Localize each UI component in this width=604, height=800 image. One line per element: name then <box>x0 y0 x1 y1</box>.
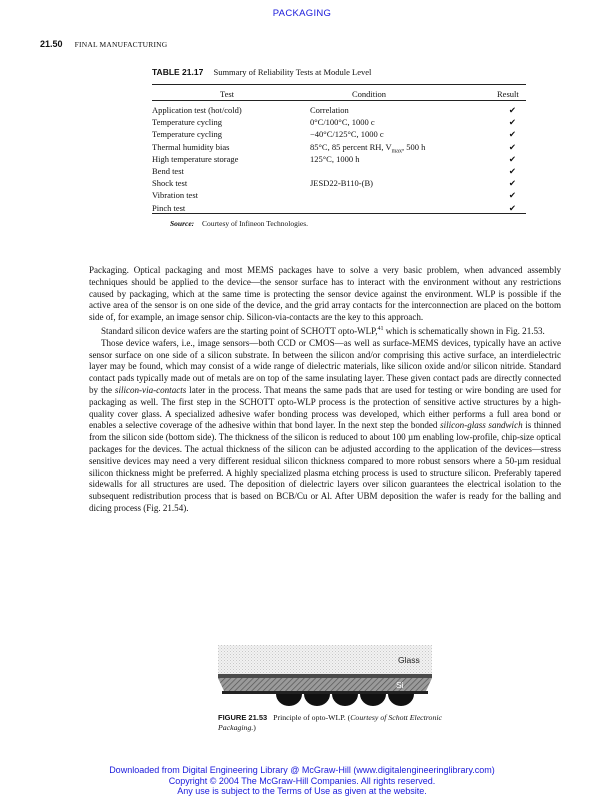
test-cell: Vibration test <box>152 190 198 201</box>
p3-text-b: later in the process. That means the same pads that are used for testing or wire bonding are used for packaging as well. The first step in the SCHOTT opto-WLP process is the protection of sensitive active structures by a high-quality cover glass. A specialized adhesive wafer bonding process was developed, which either performs a full area bond or enables a selective coverage of the adhesive within that bond layer. In the next step the bonded <box>89 384 561 431</box>
footer-line-download[interactable]: Downloaded from Digital Engineering Library @ McGraw-Hill (www.digitalengineeringlibrary.com) <box>109 765 495 775</box>
caption-text: Principle of opto-WLP. ( <box>273 713 351 722</box>
table-row <box>152 128 526 140</box>
col-header-condition: Condition <box>352 89 387 99</box>
condition-cell: Correlation <box>310 105 349 115</box>
paragraph-standard-wafers <box>89 324 561 338</box>
caption-credit: Courtesy of Schott Electronic Packaging. <box>218 713 442 732</box>
test-cell: Application test (hot/cold) <box>152 105 242 115</box>
source-text: Courtesy of Infineon Technologies. <box>202 219 309 228</box>
test-cell: Shock test <box>152 178 188 189</box>
result-check-icon: ✔ <box>508 117 516 128</box>
condition-subscript: max <box>391 148 402 155</box>
condition-text-end: , 500 h <box>401 141 426 152</box>
running-header <box>40 39 167 49</box>
table-header-rule <box>152 100 526 101</box>
condition-cell: 0°C/100°C, 1000 c <box>310 117 375 128</box>
download-footer <box>0 765 604 797</box>
table-row <box>152 104 526 116</box>
table-body <box>152 104 526 214</box>
p3-text-c: is thinned from the silicon side (bottom side). The thickness of the silicon is reduced to about 100 µm enabling low-profile, chip-size optical packages for the devices. The actual thickness of the silicon can be adjusted according to the application of the devices—stress sensitive devices may need a very different residual silicon thickness compared to more robust sensors where a 50-µm residual silicon thickness might be preferred. A highly specialized plasma etching process is used to structure silicon. Preferably tapered sidewalls for all structures are used. The deposition of dielectric layers over silicon guarantees the electrical isolation to the subsequent redistribution process that is based on BCB/Cu or Al. After UBM deposition the wafer is ready for the balling and dicing process (Fig. 21.54). <box>89 420 561 513</box>
table-row <box>152 189 526 201</box>
result-check-icon: ✔ <box>508 165 516 176</box>
table-row <box>152 202 526 214</box>
redistribution-layer <box>222 691 428 694</box>
solder-ball <box>304 694 330 706</box>
reference-superscript: 41 <box>377 325 384 332</box>
table-caption: Summary of Reliability Tests at Module Level <box>213 67 372 77</box>
source-label: Source: <box>170 219 195 228</box>
table-bottom-rule <box>152 213 526 214</box>
solder-ball <box>276 694 302 706</box>
solder-ball <box>360 694 386 706</box>
table-label: TABLE 21.17 <box>152 67 204 77</box>
condition-cell: JESD22-B110-(B) <box>310 178 373 189</box>
table-source-note <box>170 219 308 228</box>
figure-opto-wlp <box>218 645 432 712</box>
glass-label: Glass <box>398 655 420 665</box>
footer-line-terms[interactable]: Any use is subject to the Terms of Use as given at the website. <box>177 786 427 796</box>
table-row <box>152 165 526 177</box>
result-check-icon: ✔ <box>508 129 516 140</box>
table-row <box>152 153 526 165</box>
footer-line-copyright: Copyright © 2004 The McGraw-Hill Companies. All rights reserved. <box>168 775 436 786</box>
section-header-tag: PACKAGING <box>272 8 332 19</box>
test-cell: Bend test <box>152 165 184 176</box>
col-header-result: Result <box>497 89 519 99</box>
figure-caption <box>218 713 476 733</box>
condition-cell: −40°C/125°C, 1000 c <box>310 129 384 140</box>
p2-text-end: which is schematically shown in Fig. 21.53. <box>383 326 545 336</box>
opto-wlp-diagram <box>218 645 432 707</box>
adhesive-layer <box>218 674 432 678</box>
running-section-title: FINAL MANUFACTURING <box>74 40 168 49</box>
solder-ball <box>388 694 414 706</box>
paragraph-device-wafers <box>89 338 561 515</box>
table-row <box>152 141 526 153</box>
table-title <box>152 67 371 77</box>
paragraph-packaging: Packaging. Optical packaging and most MEMS packages have to solve a very basic problem, when advanced assembly techniques should be applied to the device—the sensor surface has to interact with the environment without any restrictions caused by packaging, which at the same time is protecting the sensor device against the environment. WLP is possible if the active area of the sensor is on one side of the device, and the grid array contacts for the interconnection are placed on the bottom side of, for example, an image sensor chip. Silicon-via-contacts are the key to this approach. <box>89 265 561 323</box>
condition-text: 85°C, 85 percent RH, V <box>310 141 392 152</box>
col-header-test: Test <box>220 89 235 99</box>
result-check-icon: ✔ <box>508 178 516 189</box>
table-top-rule <box>152 84 526 85</box>
test-cell: Pinch test <box>152 202 186 213</box>
result-check-icon: ✔ <box>508 141 516 152</box>
result-check-icon: ✔ <box>508 153 516 164</box>
figure-label: FIGURE 21.53 <box>218 713 268 722</box>
test-cell: Temperature cycling <box>152 129 222 140</box>
test-cell: Thermal humidity bias <box>152 141 230 152</box>
table-row <box>152 116 526 128</box>
p3-emphasis-via: silicon-via-contacts <box>114 384 187 395</box>
result-check-icon: ✔ <box>508 202 516 213</box>
caption-end: ) <box>253 723 256 732</box>
table-row <box>152 177 526 189</box>
test-cell: High temperature storage <box>152 153 239 164</box>
condition-cell: 125°C, 1000 h <box>310 153 360 164</box>
silicon-label: Si <box>396 680 404 690</box>
p3-text-a: Those device wafers, i.e., image sensors—both CCD or CMOS—as well as surface-MEMS devices, typically have an active sensor surface on one side of a silicon substrate. In between the silicon and/or comprising this active surface, an interdielectric layer may be found, which may consist of a wide range of dielectric materials, like silicon oxide and/or silicon nitride. Standard contact pads typically made out of metals are on top of the same insulating layer. These given contact pads are directly connected by the <box>89 337 561 395</box>
p2-text: Standard silicon device wafers are the starting point of SCHOTT opto-WLP, <box>101 326 378 336</box>
test-cell: Temperature cycling <box>152 117 222 128</box>
solder-ball <box>332 694 358 706</box>
p3-emphasis-sandwich: silicon-glass sandwich <box>440 420 523 431</box>
result-check-icon: ✔ <box>508 190 516 201</box>
result-check-icon: ✔ <box>508 105 516 115</box>
page-number: 21.50 <box>40 39 63 49</box>
body-text <box>89 265 561 515</box>
